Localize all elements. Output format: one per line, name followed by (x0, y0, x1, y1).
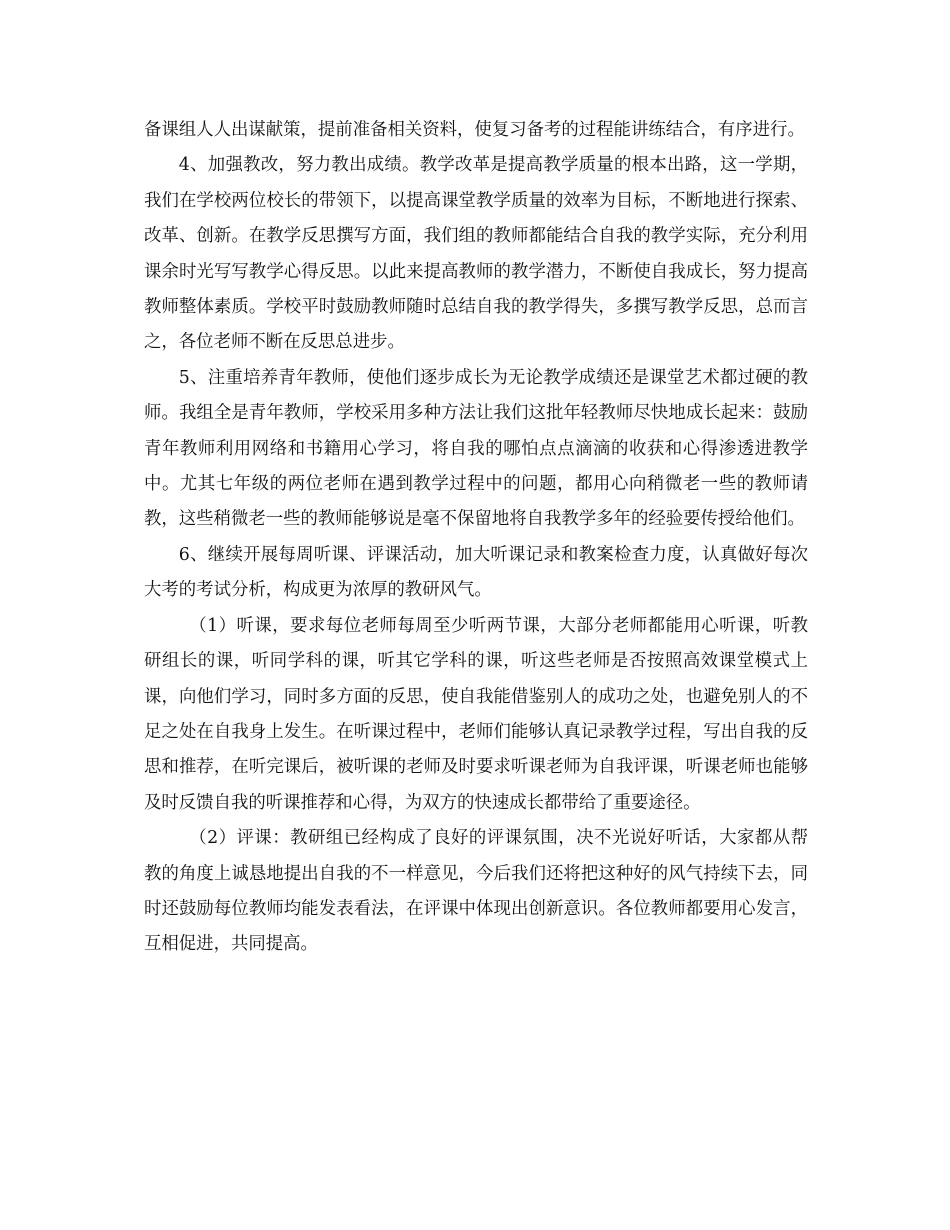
paragraph-item-5: 5、注重培养青年教师，使他们逐步成长为无论教学成绩还是课堂艺术都过硬的教师。我组全是青年教师，学校采用多种方法让我们这批年轻教师尽快地成长起来：鼓励青年教师利用网络和书籍用心学习，将自我的哪怕点点滴滴的收获和心得渗透进教学中。尤其七年级的两位老师在遇到教学过程中的问题，都用心向稍微老一些的教师请教，这些稍微老一些的教师能够说是毫不保留地将自我教学多年的经验要传授给他们。 (144, 367, 808, 530)
paragraph-subitem-1: （1）听课，要求每位老师每周至少听两节课，大部分老师都能用心听课，听教研组长的课，听同学科的课，听其它学科的课，听这些老师是否按照高效课堂模式上课，向他们学习，同时多方面的反思，使自我能借鉴别人的成功之处，也避免别人的不足之处在自我身上发生。在听课过程中，老师们能够认真记录教学过程，写出自我的反思和推荐，在听完课后，被听课的老师及时要求听课老师为自我评课，听课老师也能够及时反馈自我的听课推荐和心得，为双方的快速成长都带给了重要途径。 (144, 615, 808, 813)
document-page (144, 113, 808, 963)
paragraph-subitem-2: （2）评课：教研组已经构成了良好的评课氛围，决不光说好听话，大家都从帮教的角度上诚恳地提出自我的不一样意见，今后我们还将把这种好的风气持续下去，同时还鼓励每位教师均能发表看法，在评课中体现出创新意识。各位教师都要用心发言，互相促进，共同提高。 (144, 828, 808, 955)
paragraph-continuation: 备课组人人出谋献策，提前准备相关资料，使复习备考的过程能讲练结合，有序进行。 (144, 120, 805, 140)
paragraph-item-4: 4、加强教改，努力教出成绩。教学改革是提高教学质量的根本出路，这一学期，我们在学校两位校长的带领下，以提高课堂教学质量的效率为目标，不断地进行探索、改革、创新。在教学反思撰写方面，我们组的教师都能结合自我的教学实际，充分利用课余时光写写教学心得反思。以此来提高教师的教学潜力，不断使自我成长，努力提高教师整体素质。学校平时鼓励教师随时总结自我的教学得失，多撰写教学反思，总而言之，各位老师不断在反思总进步。 (144, 155, 808, 353)
paragraph-item-6: 6、继续开展每周听课、评课活动，加大听课记录和教案检查力度，认真做好每次大考的考试分析，构成更为浓厚的教研风气。 (144, 544, 808, 601)
